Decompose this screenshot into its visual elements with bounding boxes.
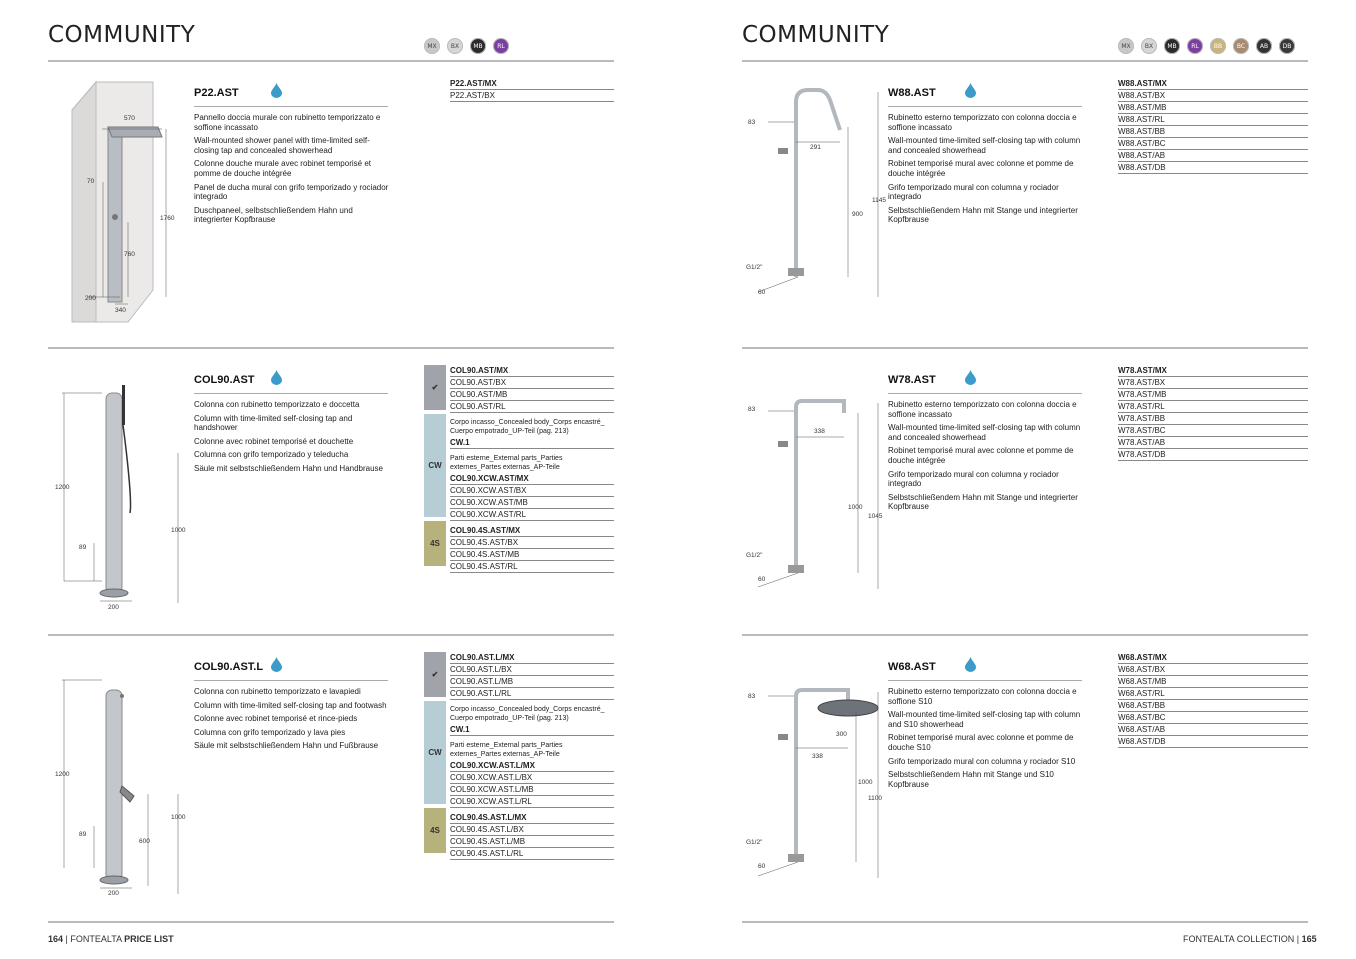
dim-label: 1100 bbox=[868, 795, 882, 802]
finish-swatch-rl: RL bbox=[1187, 38, 1203, 54]
4s-badge: 4S bbox=[424, 808, 446, 853]
divider bbox=[194, 680, 388, 681]
ref-code: COL90.4S.AST/MB bbox=[450, 549, 614, 561]
ref-code: W68.AST/RL bbox=[1118, 688, 1308, 700]
dim-label: 83 bbox=[748, 119, 756, 126]
ref-code: W78.AST/MX bbox=[1118, 365, 1308, 377]
dim-label: 900 bbox=[852, 211, 863, 218]
ref-code: W78.AST/RL bbox=[1118, 401, 1308, 413]
product-description bbox=[194, 113, 392, 229]
cw-badge: CW bbox=[424, 414, 446, 517]
product-description bbox=[888, 113, 1086, 229]
page-footer bbox=[48, 934, 174, 944]
desc-fr: Robinet temporisé mural avec colonne et pomme de douche S10 bbox=[888, 733, 1074, 752]
product-w88 bbox=[678, 62, 1356, 347]
ref-code: COL90.AST.L/RL bbox=[450, 688, 614, 700]
desc-en: Wall-mounted shower panel with time-limited self-closing tap and concealed showerhead bbox=[194, 136, 370, 155]
cw-note: Corpo incasso_Concealed body_Corps encastré_ Cuerpo empotrado_UP-Teil (pag. 213) bbox=[450, 419, 605, 435]
product-col90-l bbox=[0, 636, 678, 921]
desc-es: Grifo temporizado mural con columna y rociador integrado bbox=[888, 182, 1059, 202]
ref-code: COL90.4S.AST/BX bbox=[450, 537, 614, 549]
finish-swatch-mx: MX bbox=[424, 38, 440, 54]
desc-en: Wall-mounted time-limited self-closing tap with column and concealed showerhead bbox=[888, 136, 1081, 155]
desc-en: Column with time-limited self-closing tap and footwash bbox=[194, 700, 387, 710]
desc-en: Wall-mounted time-limited self-closing tap with column and S10 showerhead bbox=[888, 710, 1081, 729]
desc-en: Wall-mounted time-limited self-closing tap with column and concealed showerhead bbox=[888, 423, 1081, 442]
product-p22 bbox=[0, 62, 678, 347]
dim-label: G1/2" bbox=[746, 839, 763, 846]
4s-badge: 4S bbox=[424, 521, 446, 566]
divider bbox=[888, 106, 1082, 107]
dim-label: 1000 bbox=[848, 504, 863, 511]
desc-en: Column with time-limited self-closing tap and handshower bbox=[194, 413, 353, 433]
desc-de: Duschpaneel, selbstschließendem Hahn und integrierter Kopfbrause bbox=[194, 205, 353, 225]
ref-code: W88.AST/BX bbox=[1118, 90, 1308, 102]
ref-code: COL90.XCW.AST/MX bbox=[450, 473, 614, 485]
desc-fr: Robinet temporisé mural avec colonne et pomme de douche intégrée bbox=[888, 159, 1074, 178]
finish-swatches bbox=[1118, 38, 1295, 54]
water-drop-icon bbox=[965, 657, 976, 672]
dim-label: 200 bbox=[108, 604, 119, 611]
water-drop-icon bbox=[965, 370, 976, 385]
product-col90 bbox=[0, 349, 678, 634]
product-code: W78.AST bbox=[888, 374, 936, 386]
ref-code: P22.AST/BX bbox=[450, 90, 614, 102]
product-w78 bbox=[678, 349, 1356, 634]
page-title: COMMUNITY bbox=[742, 22, 890, 48]
dim-label: 300 bbox=[836, 731, 847, 738]
ref-code: COL90.XCW.AST.L/MB bbox=[450, 784, 614, 796]
ref-code: W88.AST/AB bbox=[1118, 150, 1308, 162]
reference-list bbox=[450, 78, 614, 102]
ref-code: W78.AST/BB bbox=[1118, 413, 1308, 425]
ref-code: W68.AST/BX bbox=[1118, 664, 1308, 676]
ref-code: W78.AST/MB bbox=[1118, 389, 1308, 401]
reference-list bbox=[1118, 365, 1308, 461]
product-code: W88.AST bbox=[888, 87, 936, 99]
product-drawing bbox=[58, 72, 188, 332]
footer-brand: FONTEALTA bbox=[1183, 934, 1235, 944]
divider bbox=[194, 393, 388, 394]
cw-note: Corpo incasso_Concealed body_Corps encastré_ Cuerpo empotrado_UP-Teil (pag. 213) bbox=[450, 706, 605, 722]
ref-code: COL90.AST/MX bbox=[450, 365, 614, 377]
ref-code: W78.AST/BX bbox=[1118, 377, 1308, 389]
product-code: W68.AST bbox=[888, 661, 936, 673]
ref-code: W68.AST/MX bbox=[1118, 652, 1308, 664]
divider bbox=[888, 393, 1082, 394]
finish-swatch-bb: BB bbox=[1210, 38, 1226, 54]
desc-de: Selbstschließendem Hahn mit Stange und integrierter Kopfbrause bbox=[888, 492, 1078, 512]
desc-es: Panel de ducha mural con grifo temporizado y rociador integrado bbox=[194, 182, 389, 202]
dim-label: 70 bbox=[87, 178, 95, 185]
dim-label: 1760 bbox=[160, 215, 175, 222]
footer-separator: | bbox=[65, 934, 68, 944]
ref-code: COL90.4S.AST.L/BX bbox=[450, 824, 614, 836]
ref-code: W78.AST/AB bbox=[1118, 437, 1308, 449]
divider bbox=[742, 921, 1308, 923]
ref-code: W68.AST/AB bbox=[1118, 724, 1308, 736]
dim-label: 89 bbox=[79, 544, 87, 551]
finish-swatch-mb: MB bbox=[1164, 38, 1180, 54]
ref-code: COL90.AST/MB bbox=[450, 389, 614, 401]
dim-label: 83 bbox=[748, 406, 756, 413]
dim-label: G1/2" bbox=[746, 552, 763, 559]
cw-note: Parti esterne_External parts_Parties externes_Partes externas_AP-Teile bbox=[450, 742, 563, 758]
dim-label: 1000 bbox=[858, 779, 873, 786]
dim-label: 340 bbox=[115, 307, 126, 314]
ref-code: W78.AST/DB bbox=[1118, 449, 1308, 461]
desc-it: Colonna con rubinetto temporizzato e lavapiedi bbox=[194, 687, 361, 696]
ref-code: COL90.4S.AST/MX bbox=[450, 525, 614, 537]
desc-it: Rubinetto esterno temporizzato con colonna doccia e soffione incassato bbox=[888, 400, 1077, 419]
dim-label: 291 bbox=[810, 144, 821, 151]
finish-swatch-mx: MX bbox=[1118, 38, 1134, 54]
product-code: COL90.AST.L bbox=[194, 661, 264, 673]
ref-code: COL90.AST.L/MX bbox=[450, 652, 614, 664]
ref-code: COL90.XCW.AST.L/RL bbox=[450, 796, 614, 808]
product-code: P22.AST bbox=[194, 87, 239, 99]
product-drawing bbox=[748, 82, 888, 302]
reference-list bbox=[450, 652, 614, 860]
dim-label: 60 bbox=[758, 576, 766, 583]
product-description bbox=[888, 400, 1086, 516]
finish-swatch-mb: MB bbox=[470, 38, 486, 54]
check-badge: ✔ bbox=[424, 365, 446, 410]
check-badge: ✔ bbox=[424, 652, 446, 697]
dim-label: 89 bbox=[79, 831, 87, 838]
desc-es: Columna con grifo temporizado y lava pies bbox=[194, 727, 346, 737]
footer-brand: FONTEALTA bbox=[70, 934, 122, 944]
finish-swatch-rl: RL bbox=[493, 38, 509, 54]
desc-de: Selbstschließendem Hahn mit Stange und S10 Kopfbrause bbox=[888, 770, 1054, 789]
finish-swatch-bc: BC bbox=[1233, 38, 1249, 54]
desc-fr: Colonne douche murale avec robinet temporisé et pomme de douche intégrée bbox=[194, 159, 371, 178]
desc-fr: Colonne avec robinet temporisé et rince-pieds bbox=[194, 714, 358, 724]
ref-code: W88.AST/MX bbox=[1118, 78, 1308, 90]
product-description bbox=[194, 400, 392, 478]
ref-code: W68.AST/DB bbox=[1118, 736, 1308, 748]
page-title: COMMUNITY bbox=[48, 22, 196, 48]
ref-code: W88.AST/RL bbox=[1118, 114, 1308, 126]
ref-code: W88.AST/BB bbox=[1118, 126, 1308, 138]
footer-separator: | bbox=[1296, 934, 1300, 944]
dim-label: 1145 bbox=[872, 197, 886, 204]
divider bbox=[194, 106, 388, 107]
dim-label: 760 bbox=[124, 251, 135, 258]
ref-code: W88.AST/BC bbox=[1118, 138, 1308, 150]
ref-code: COL90.XCW.AST/RL bbox=[450, 509, 614, 521]
cw-code: CW.1 bbox=[450, 437, 614, 449]
ref-code: COL90.XCW.AST/BX bbox=[450, 485, 614, 497]
dim-label: 83 bbox=[748, 693, 756, 700]
page-footer bbox=[1183, 934, 1317, 944]
desc-es: Columna con grifo temporizado y teleducha bbox=[194, 450, 349, 460]
reference-list bbox=[1118, 78, 1308, 174]
desc-fr: Robinet temporisé mural avec colonne et pomme de douche intégrée bbox=[888, 446, 1074, 465]
water-drop-icon bbox=[271, 657, 282, 672]
dim-label: 1000 bbox=[171, 814, 186, 821]
water-drop-icon bbox=[271, 370, 282, 385]
product-drawing bbox=[748, 682, 888, 882]
ref-code: COL90.AST/RL bbox=[450, 401, 614, 413]
ref-code: COL90.XCW.AST.L/MX bbox=[450, 760, 614, 772]
ref-code: COL90.4S.AST.L/RL bbox=[450, 848, 614, 860]
ref-code: W68.AST/MB bbox=[1118, 676, 1308, 688]
desc-it: Rubinetto esterno temporizzato con colonna doccia e soffione S10 bbox=[888, 687, 1077, 706]
dim-label: 338 bbox=[812, 753, 823, 760]
ref-code: COL90.XCW.AST.L/BX bbox=[450, 772, 614, 784]
finish-swatch-bx: BX bbox=[1141, 38, 1157, 54]
ref-code: W88.AST/MB bbox=[1118, 102, 1308, 114]
dim-label: 1200 bbox=[55, 484, 70, 491]
product-description bbox=[194, 687, 392, 755]
finish-swatch-db: DB bbox=[1279, 38, 1295, 54]
dim-label: 200 bbox=[108, 890, 119, 897]
finish-swatches bbox=[424, 38, 509, 54]
ref-code: COL90.XCW.AST/MB bbox=[450, 497, 614, 509]
desc-fr: Colonne avec robinet temporisé et douchette bbox=[194, 436, 354, 446]
product-drawing bbox=[748, 393, 888, 593]
ref-code: COL90.AST.L/BX bbox=[450, 664, 614, 676]
dim-label: 570 bbox=[124, 115, 135, 122]
dim-label: 338 bbox=[814, 428, 825, 435]
ref-code: W68.AST/BB bbox=[1118, 700, 1308, 712]
desc-de: Säule mit selbstschließendem Hahn und Handbrause bbox=[194, 463, 383, 473]
water-drop-icon bbox=[965, 83, 976, 98]
page-number: 164 bbox=[48, 934, 64, 944]
desc-it: Pannello doccia murale con rubinetto temporizzato e soffione incassato bbox=[194, 113, 381, 132]
cw-note: Parti esterne_External parts_Parties externes_Partes externas_AP-Teile bbox=[450, 455, 563, 471]
dim-label: G1/2" bbox=[746, 264, 763, 271]
finish-swatch-bx: BX bbox=[447, 38, 463, 54]
footer-label: PRICE LIST bbox=[124, 934, 174, 944]
page-number: 165 bbox=[1301, 934, 1317, 944]
ref-code: W88.AST/DB bbox=[1118, 162, 1308, 174]
divider bbox=[888, 680, 1082, 681]
right-page bbox=[678, 0, 1356, 959]
dim-label: 60 bbox=[758, 863, 766, 870]
reference-list bbox=[1118, 652, 1308, 748]
dim-label: 200 bbox=[85, 295, 96, 302]
dim-label: 1045 bbox=[868, 513, 883, 520]
ref-code: P22.AST/MX bbox=[450, 78, 614, 90]
ref-code: W68.AST/BC bbox=[1118, 712, 1308, 724]
desc-it: Rubinetto esterno temporizzato con colonna doccia e soffione incassato bbox=[888, 113, 1077, 132]
dim-label: 60 bbox=[758, 289, 766, 296]
ref-code: COL90.4S.AST.L/MX bbox=[450, 812, 614, 824]
cw-code: CW.1 bbox=[450, 724, 614, 736]
desc-it: Colonna con rubinetto temporizzato e doccetta bbox=[194, 400, 360, 409]
ref-code: COL90.4S.AST.L/MB bbox=[450, 836, 614, 848]
finish-swatch-ab: AB bbox=[1256, 38, 1272, 54]
divider bbox=[48, 921, 614, 923]
ref-code: COL90.4S.AST/RL bbox=[450, 561, 614, 573]
reference-list bbox=[450, 365, 614, 573]
ref-code: COL90.AST/BX bbox=[450, 377, 614, 389]
desc-de: Säule mit selbstschließendem Hahn und Fußbrause bbox=[194, 741, 379, 751]
product-code: COL90.AST bbox=[194, 374, 255, 386]
product-description bbox=[888, 687, 1086, 793]
water-drop-icon bbox=[271, 83, 282, 98]
desc-es: Grifo temporizado mural con columna y rociador integrado bbox=[888, 469, 1059, 489]
product-drawing bbox=[52, 383, 192, 615]
desc-de: Selbstschließendem Hahn mit Stange und integrierter Kopfbrause bbox=[888, 205, 1078, 225]
ref-code: W78.AST/BC bbox=[1118, 425, 1308, 437]
desc-es: Grifo temporizado mural con columna y rociador S10 bbox=[888, 756, 1076, 766]
dim-label: 1000 bbox=[171, 527, 186, 534]
dim-label: 600 bbox=[139, 838, 150, 845]
ref-code: COL90.AST.L/MB bbox=[450, 676, 614, 688]
footer-label: COLLECTION bbox=[1236, 934, 1295, 944]
dim-label: 1200 bbox=[55, 771, 70, 778]
product-drawing bbox=[52, 676, 192, 902]
cw-badge: CW bbox=[424, 701, 446, 804]
product-w68 bbox=[678, 636, 1356, 921]
